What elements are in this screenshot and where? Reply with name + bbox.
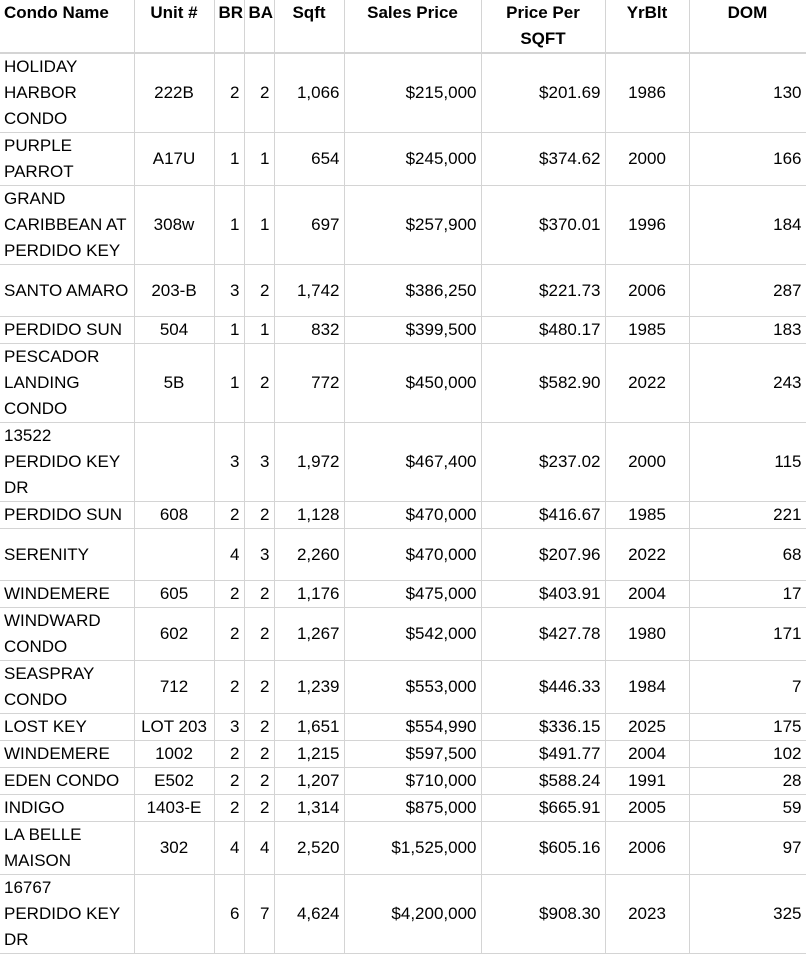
cell-yr-blt: 2023 bbox=[605, 875, 689, 954]
cell-yr-blt: 2006 bbox=[605, 265, 689, 317]
cell-sales-price: $215,000 bbox=[344, 53, 481, 133]
cell-sqft: 1,215 bbox=[274, 741, 344, 768]
table-row bbox=[0, 581, 806, 608]
cell-condo-name: 13522 PERDIDO KEY DR bbox=[0, 423, 134, 502]
table-row bbox=[0, 423, 806, 502]
cell-sqft: 1,207 bbox=[274, 768, 344, 795]
cell-sales-price: $257,900 bbox=[344, 186, 481, 265]
cell-yr-blt: 2022 bbox=[605, 529, 689, 581]
cell-dom: 221 bbox=[689, 502, 806, 529]
table-row bbox=[0, 768, 806, 795]
cell-ba: 2 bbox=[244, 741, 274, 768]
cell-unit: A17U bbox=[134, 133, 214, 186]
table-row bbox=[0, 502, 806, 529]
cell-dom: 243 bbox=[689, 344, 806, 423]
cell-ba: 3 bbox=[244, 423, 274, 502]
cell-unit: 712 bbox=[134, 661, 214, 714]
cell-condo-name: GRAND CARIBBEAN AT PERDIDO KEY bbox=[0, 186, 134, 265]
cell-yr-blt: 1984 bbox=[605, 661, 689, 714]
cell-ba: 2 bbox=[244, 714, 274, 741]
cell-condo-name: PERDIDO SUN bbox=[0, 502, 134, 529]
cell-dom: 325 bbox=[689, 875, 806, 954]
cell-br: 2 bbox=[214, 502, 244, 529]
cell-unit: 1002 bbox=[134, 741, 214, 768]
cell-ba: 1 bbox=[244, 186, 274, 265]
table-row bbox=[0, 608, 806, 661]
table-row bbox=[0, 661, 806, 714]
cell-price-per-sqft: $446.33 bbox=[481, 661, 605, 714]
cell-sales-price: $470,000 bbox=[344, 529, 481, 581]
table-row bbox=[0, 317, 806, 344]
cell-yr-blt: 2004 bbox=[605, 581, 689, 608]
cell-sales-price: $475,000 bbox=[344, 581, 481, 608]
cell-condo-name: WINDEMERE bbox=[0, 741, 134, 768]
cell-condo-name: LA BELLE MAISON bbox=[0, 822, 134, 875]
cell-yr-blt: 2006 bbox=[605, 822, 689, 875]
cell-yr-blt: 1991 bbox=[605, 768, 689, 795]
cell-unit: 608 bbox=[134, 502, 214, 529]
table-row bbox=[0, 714, 806, 741]
header-sqft: Sqft bbox=[274, 0, 344, 53]
table-row bbox=[0, 875, 806, 954]
cell-unit: 203-B bbox=[134, 265, 214, 317]
cell-sales-price: $4,200,000 bbox=[344, 875, 481, 954]
cell-unit: 308w bbox=[134, 186, 214, 265]
cell-sqft: 1,128 bbox=[274, 502, 344, 529]
cell-dom: 171 bbox=[689, 608, 806, 661]
cell-dom: 68 bbox=[689, 529, 806, 581]
cell-sqft: 697 bbox=[274, 186, 344, 265]
table-row bbox=[0, 133, 806, 186]
cell-sqft: 1,267 bbox=[274, 608, 344, 661]
cell-dom: 183 bbox=[689, 317, 806, 344]
cell-condo-name: HOLIDAY HARBOR CONDO bbox=[0, 53, 134, 133]
cell-sales-price: $597,500 bbox=[344, 741, 481, 768]
cell-yr-blt: 2000 bbox=[605, 423, 689, 502]
cell-unit: 222B bbox=[134, 53, 214, 133]
cell-br: 2 bbox=[214, 608, 244, 661]
cell-price-per-sqft: $491.77 bbox=[481, 741, 605, 768]
cell-sqft: 1,972 bbox=[274, 423, 344, 502]
cell-dom: 130 bbox=[689, 53, 806, 133]
cell-sqft: 1,651 bbox=[274, 714, 344, 741]
cell-br: 3 bbox=[214, 423, 244, 502]
header-dom: DOM bbox=[689, 0, 806, 53]
cell-yr-blt: 1985 bbox=[605, 502, 689, 529]
cell-condo-name: LOST KEY bbox=[0, 714, 134, 741]
header-sales-price: Sales Price bbox=[344, 0, 481, 53]
cell-unit: 5B bbox=[134, 344, 214, 423]
cell-price-per-sqft: $605.16 bbox=[481, 822, 605, 875]
cell-yr-blt: 2005 bbox=[605, 795, 689, 822]
cell-price-per-sqft: $207.96 bbox=[481, 529, 605, 581]
cell-sales-price: $542,000 bbox=[344, 608, 481, 661]
cell-sqft: 4,624 bbox=[274, 875, 344, 954]
cell-yr-blt: 2025 bbox=[605, 714, 689, 741]
cell-br: 2 bbox=[214, 795, 244, 822]
cell-sales-price: $467,400 bbox=[344, 423, 481, 502]
cell-br: 6 bbox=[214, 875, 244, 954]
cell-price-per-sqft: $336.15 bbox=[481, 714, 605, 741]
cell-yr-blt: 2004 bbox=[605, 741, 689, 768]
cell-unit: E502 bbox=[134, 768, 214, 795]
cell-dom: 166 bbox=[689, 133, 806, 186]
cell-unit bbox=[134, 529, 214, 581]
cell-sales-price: $554,990 bbox=[344, 714, 481, 741]
table-row bbox=[0, 265, 806, 317]
cell-yr-blt: 2000 bbox=[605, 133, 689, 186]
cell-ba: 2 bbox=[244, 795, 274, 822]
cell-sqft: 1,176 bbox=[274, 581, 344, 608]
cell-price-per-sqft: $403.91 bbox=[481, 581, 605, 608]
cell-ba: 2 bbox=[244, 502, 274, 529]
cell-ba: 1 bbox=[244, 317, 274, 344]
cell-ba: 2 bbox=[244, 661, 274, 714]
cell-price-per-sqft: $221.73 bbox=[481, 265, 605, 317]
cell-unit: 302 bbox=[134, 822, 214, 875]
cell-yr-blt: 2022 bbox=[605, 344, 689, 423]
header-unit: Unit # bbox=[134, 0, 214, 53]
cell-dom: 59 bbox=[689, 795, 806, 822]
table-row bbox=[0, 344, 806, 423]
cell-sales-price: $386,250 bbox=[344, 265, 481, 317]
header-condo-name: Condo Name bbox=[0, 0, 134, 53]
cell-ba: 2 bbox=[244, 344, 274, 423]
cell-condo-name: 16767 PERDIDO KEY DR bbox=[0, 875, 134, 954]
cell-br: 2 bbox=[214, 53, 244, 133]
cell-sqft: 1,239 bbox=[274, 661, 344, 714]
cell-sqft: 832 bbox=[274, 317, 344, 344]
cell-dom: 102 bbox=[689, 741, 806, 768]
cell-price-per-sqft: $374.62 bbox=[481, 133, 605, 186]
cell-price-per-sqft: $201.69 bbox=[481, 53, 605, 133]
cell-br: 1 bbox=[214, 133, 244, 186]
table-row bbox=[0, 186, 806, 265]
cell-dom: 184 bbox=[689, 186, 806, 265]
cell-br: 1 bbox=[214, 186, 244, 265]
cell-price-per-sqft: $582.90 bbox=[481, 344, 605, 423]
cell-sqft: 2,260 bbox=[274, 529, 344, 581]
cell-unit: 504 bbox=[134, 317, 214, 344]
cell-br: 2 bbox=[214, 768, 244, 795]
cell-ba: 2 bbox=[244, 768, 274, 795]
cell-sqft: 1,314 bbox=[274, 795, 344, 822]
cell-unit: 605 bbox=[134, 581, 214, 608]
cell-condo-name: PURPLE PARROT bbox=[0, 133, 134, 186]
cell-sqft: 2,520 bbox=[274, 822, 344, 875]
cell-sales-price: $399,500 bbox=[344, 317, 481, 344]
cell-condo-name: INDIGO bbox=[0, 795, 134, 822]
cell-br: 4 bbox=[214, 529, 244, 581]
cell-ba: 2 bbox=[244, 581, 274, 608]
header-br: BR bbox=[214, 0, 244, 53]
cell-yr-blt: 1996 bbox=[605, 186, 689, 265]
cell-sales-price: $470,000 bbox=[344, 502, 481, 529]
cell-condo-name: SEASPRAY CONDO bbox=[0, 661, 134, 714]
table-body bbox=[0, 53, 806, 954]
cell-sales-price: $553,000 bbox=[344, 661, 481, 714]
cell-condo-name: EDEN CONDO bbox=[0, 768, 134, 795]
cell-dom: 115 bbox=[689, 423, 806, 502]
cell-br: 3 bbox=[214, 265, 244, 317]
cell-dom: 175 bbox=[689, 714, 806, 741]
cell-condo-name: SANTO AMARO bbox=[0, 265, 134, 317]
cell-dom: 28 bbox=[689, 768, 806, 795]
cell-yr-blt: 1985 bbox=[605, 317, 689, 344]
cell-sales-price: $875,000 bbox=[344, 795, 481, 822]
cell-ba: 2 bbox=[244, 608, 274, 661]
header-row bbox=[0, 0, 806, 53]
cell-sales-price: $1,525,000 bbox=[344, 822, 481, 875]
cell-dom: 7 bbox=[689, 661, 806, 714]
cell-ba: 7 bbox=[244, 875, 274, 954]
cell-price-per-sqft: $908.30 bbox=[481, 875, 605, 954]
cell-sqft: 1,066 bbox=[274, 53, 344, 133]
table-row bbox=[0, 822, 806, 875]
cell-sales-price: $245,000 bbox=[344, 133, 481, 186]
cell-condo-name: SERENITY bbox=[0, 529, 134, 581]
cell-condo-name: WINDWARD CONDO bbox=[0, 608, 134, 661]
cell-price-per-sqft: $588.24 bbox=[481, 768, 605, 795]
cell-ba: 2 bbox=[244, 265, 274, 317]
cell-sales-price: $450,000 bbox=[344, 344, 481, 423]
header-ba: BA bbox=[244, 0, 274, 53]
cell-br: 4 bbox=[214, 822, 244, 875]
cell-sqft: 654 bbox=[274, 133, 344, 186]
cell-unit: 1403-E bbox=[134, 795, 214, 822]
cell-price-per-sqft: $665.91 bbox=[481, 795, 605, 822]
table-row bbox=[0, 741, 806, 768]
cell-br: 1 bbox=[214, 344, 244, 423]
cell-br: 2 bbox=[214, 661, 244, 714]
cell-yr-blt: 1980 bbox=[605, 608, 689, 661]
cell-unit bbox=[134, 423, 214, 502]
cell-sales-price: $710,000 bbox=[344, 768, 481, 795]
cell-br: 1 bbox=[214, 317, 244, 344]
cell-sqft: 772 bbox=[274, 344, 344, 423]
cell-yr-blt: 1986 bbox=[605, 53, 689, 133]
cell-br: 2 bbox=[214, 581, 244, 608]
cell-price-per-sqft: $237.02 bbox=[481, 423, 605, 502]
cell-price-per-sqft: $427.78 bbox=[481, 608, 605, 661]
cell-unit bbox=[134, 875, 214, 954]
cell-price-per-sqft: $416.67 bbox=[481, 502, 605, 529]
cell-dom: 287 bbox=[689, 265, 806, 317]
cell-condo-name: WINDEMERE bbox=[0, 581, 134, 608]
cell-unit: 602 bbox=[134, 608, 214, 661]
cell-br: 3 bbox=[214, 714, 244, 741]
cell-price-per-sqft: $370.01 bbox=[481, 186, 605, 265]
header-price-per-sqft: Price Per SQFT bbox=[481, 0, 605, 53]
cell-ba: 3 bbox=[244, 529, 274, 581]
cell-dom: 97 bbox=[689, 822, 806, 875]
table-row bbox=[0, 53, 806, 133]
cell-sqft: 1,742 bbox=[274, 265, 344, 317]
cell-ba: 1 bbox=[244, 133, 274, 186]
table-row bbox=[0, 795, 806, 822]
cell-dom: 17 bbox=[689, 581, 806, 608]
header-yr-blt: YrBlt bbox=[605, 0, 689, 53]
cell-ba: 2 bbox=[244, 53, 274, 133]
cell-unit: LOT 203 bbox=[134, 714, 214, 741]
cell-condo-name: PERDIDO SUN bbox=[0, 317, 134, 344]
cell-condo-name: PESCADOR LANDING CONDO bbox=[0, 344, 134, 423]
table-row bbox=[0, 529, 806, 581]
cell-ba: 4 bbox=[244, 822, 274, 875]
cell-price-per-sqft: $480.17 bbox=[481, 317, 605, 344]
cell-br: 2 bbox=[214, 741, 244, 768]
